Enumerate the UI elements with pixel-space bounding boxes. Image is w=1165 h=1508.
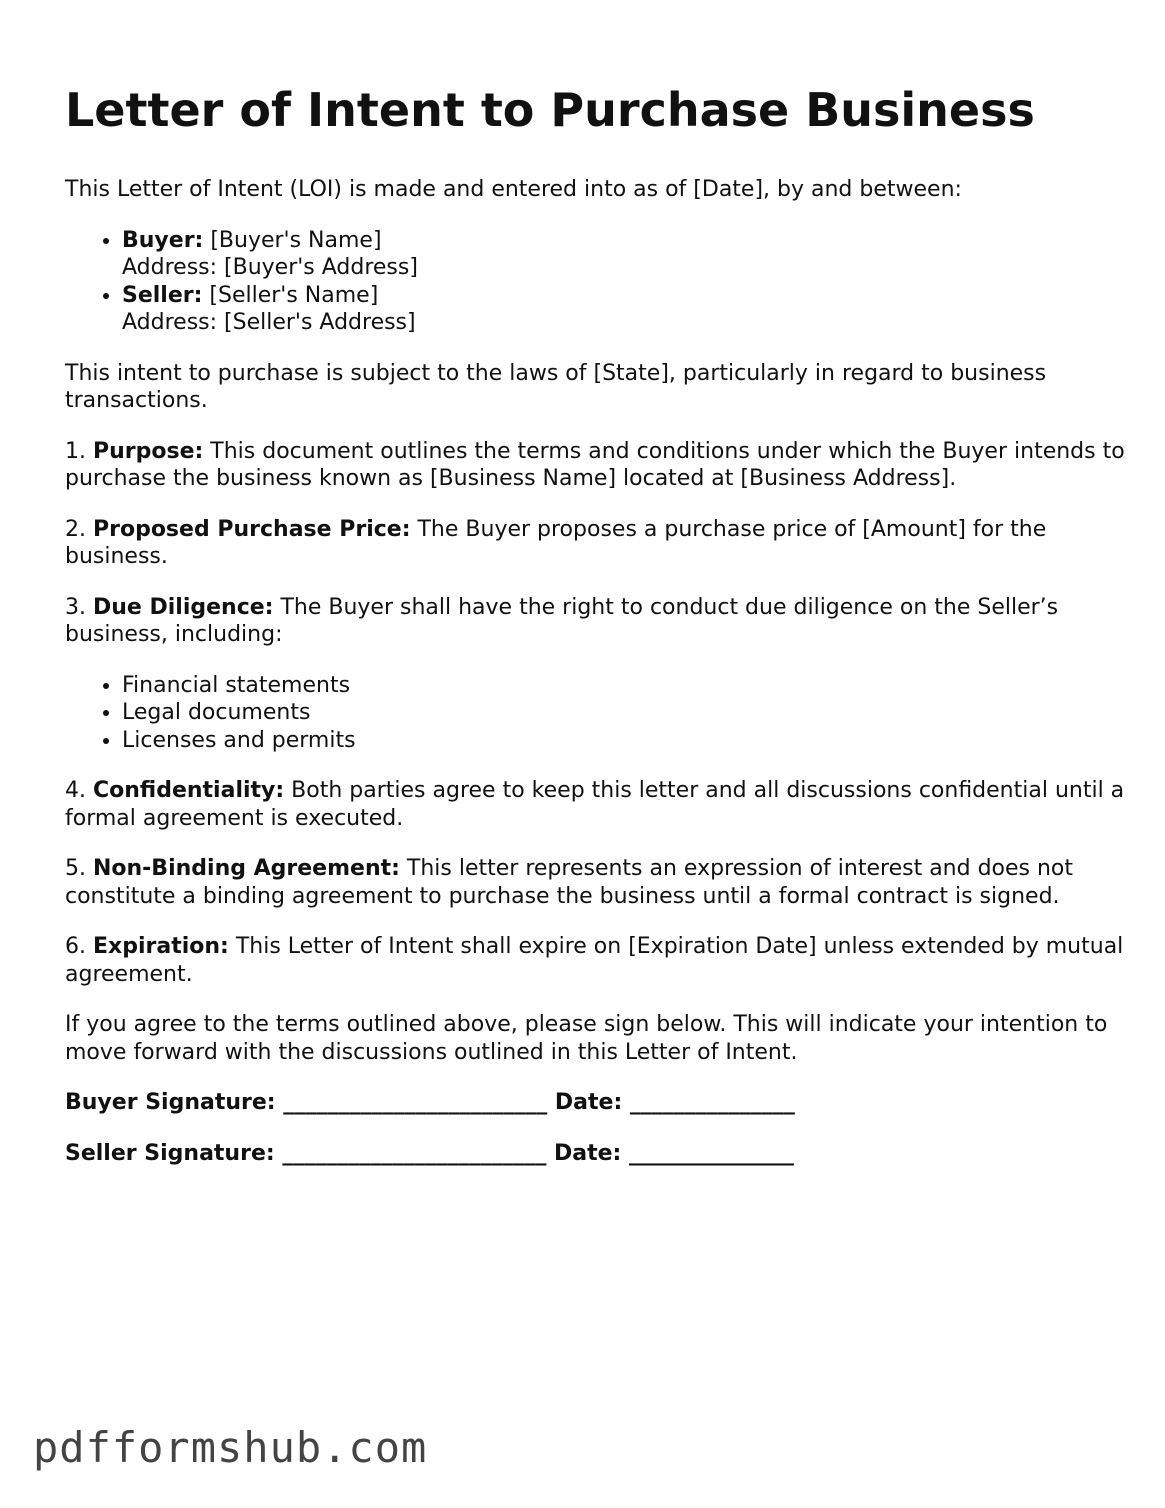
section-text: This document outlines the terms and conditions under which the Buyer intends to purchase the business known as [Business Name] located at [Business Address]. [65,438,1125,491]
party-buyer [122,227,1125,282]
document-title: Letter of Intent to Purchase Business [65,83,1035,137]
section-text: The Buyer shall have the right to conduct due diligence on the Seller’s business, including: [65,594,1059,647]
section-text: This Letter of Intent shall expire on [Expiration Date] unless extended by mutual agreement. [65,934,1124,987]
section-text: Both parties agree to keep this letter and all discussions confidential until a formal agreement is executed. [65,778,1125,831]
watermark: pdfformshub.com [33,1423,428,1472]
section-heading: Due Diligence: [92,594,274,620]
party-name: [Buyer's Name] [203,227,382,253]
section-number: 1. [65,438,93,464]
buyer-signature-line: Buyer Signature: ________________________ Date: _______________ [65,1090,795,1115]
seller-signature-line: Seller Signature: ________________________ Date: _______________ [65,1140,794,1166]
governing-law-paragraph: This intent to purchase is subject to the laws of [State], particularly in regard to business transactions. [65,360,1047,413]
section-non-binding [65,855,1125,910]
list-item: • Legal documents [122,699,1125,727]
intro-paragraph: This Letter of Intent (LOI) is made and entered into as of [Date], by and between: [65,177,962,202]
party-seller [122,282,1125,337]
section-heading: Confidentiality: [92,778,285,803]
section-number: 6. [65,934,93,959]
party-name: [Seller's Name] [202,282,379,308]
party-label: Buyer: [122,227,204,253]
section-expiration [65,933,1125,988]
section-heading: Proposed Purchase Price: [92,516,411,542]
section-number: 3. [65,594,93,620]
section-purpose [65,438,1125,493]
due-diligence-list [65,672,1125,755]
section-heading: Expiration: [92,934,229,959]
section-heading: Non-Binding Agreement: [92,856,400,881]
section-purchase-price [65,516,1125,571]
section-number: 2. [65,516,93,542]
section-number: 4. [65,778,93,803]
section-heading: Purpose: [92,438,204,464]
list-item: • Licenses and permits [122,727,1125,755]
parties-list [65,227,1125,337]
section-text: The Buyer proposes a purchase price of [Amount] for the business. [65,516,1047,569]
party-label: Seller: [122,282,203,308]
section-number: 5. [65,856,93,881]
list-item: • Financial statements [122,672,1125,700]
section-confidentiality [65,777,1125,832]
closing-paragraph: If you agree to the terms outlined above, please sign below. This will indicate your intention to move forward with the discussions outlined in this Letter of Intent. [65,1012,1108,1065]
party-address: Address: [Buyer's Address] [122,255,418,280]
party-address: Address: [Seller's Address] [122,310,416,335]
document-page [65,80,1125,1190]
section-text: This letter represents an expression of interest and does not constitute a binding agreement to purchase the business until a formal contract is signed. [65,856,1074,909]
section-due-diligence [65,594,1125,649]
